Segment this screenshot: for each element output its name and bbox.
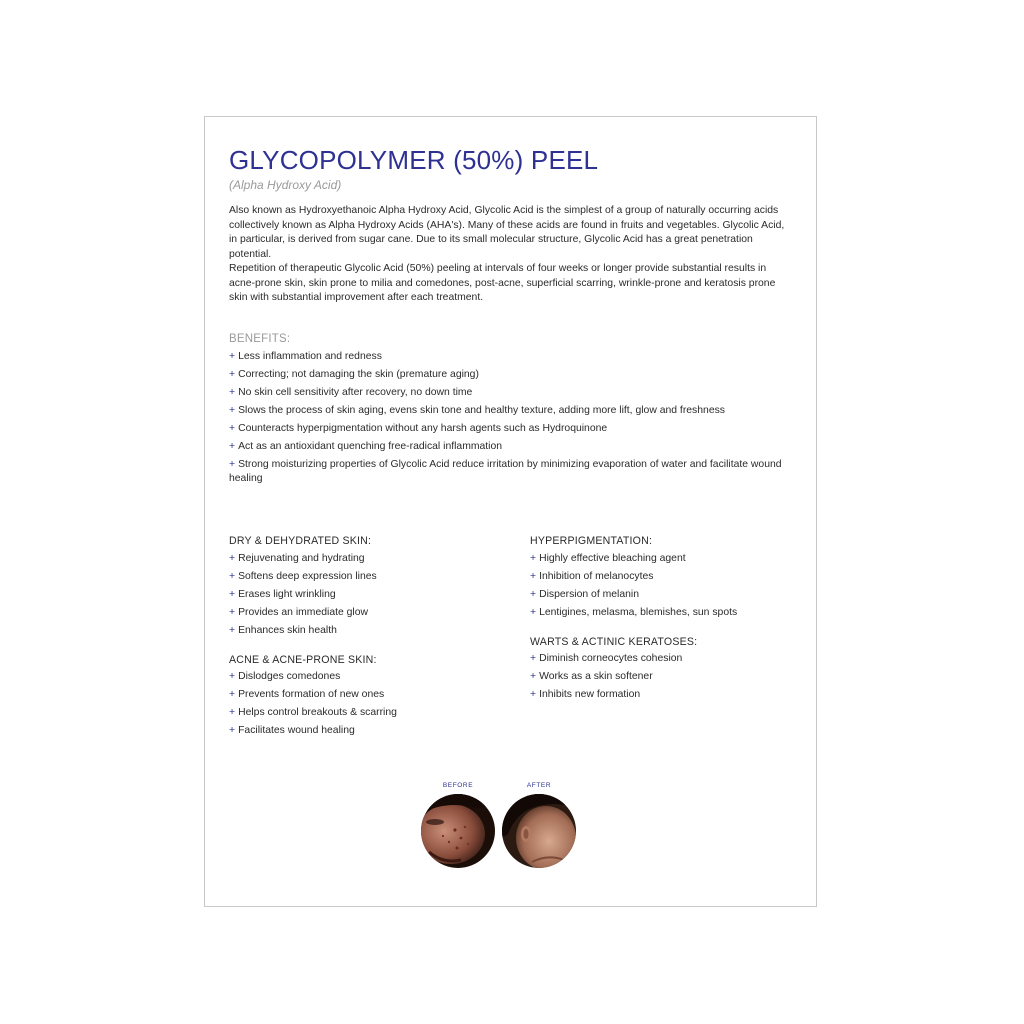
- list-item-text: Rejuvenating and hydrating: [238, 553, 365, 564]
- plus-bullet-icon: +: [229, 441, 236, 452]
- plus-bullet-icon: +: [229, 707, 236, 718]
- list-item-text: Facilitates wound healing: [238, 725, 355, 736]
- warts-list: [530, 652, 790, 706]
- list-item: [229, 440, 785, 454]
- plus-bullet-icon: +: [229, 423, 236, 434]
- list-item: [229, 588, 509, 602]
- plus-bullet-icon: +: [229, 607, 236, 618]
- plus-bullet-icon: +: [530, 589, 537, 600]
- acne-heading: ACNE & ACNE-PRONE SKIN:: [229, 654, 377, 666]
- list-item: [229, 386, 785, 400]
- list-item-text: Provides an immediate glow: [238, 607, 369, 618]
- list-item-text: Inhibition of melanocytes: [539, 571, 654, 582]
- benefits-list: [229, 350, 785, 490]
- plus-bullet-icon: +: [229, 689, 236, 700]
- list-item: [229, 458, 785, 486]
- intro-paragraph-2: Repetition of therapeutic Glycolic Acid (50%) peeling at intervals of four weeks or longer provide substantial results in acne-prone skin, skin prone to milia and comedones, post-acne, superficial scarring, wrinkle-prone and keratosis prone skin with substantial improvement after each treatment.: [229, 263, 776, 303]
- list-item-text: Softens deep expression lines: [238, 571, 377, 582]
- list-item-text: Helps control breakouts & scarring: [238, 707, 397, 718]
- list-item: [530, 670, 790, 684]
- warts-heading: WARTS & ACTINIC KERATOSES:: [530, 636, 698, 648]
- list-item: [229, 552, 509, 566]
- plus-bullet-icon: +: [530, 553, 537, 564]
- plus-bullet-icon: +: [229, 671, 236, 682]
- list-item-text: Lentigines, melasma, blemishes, sun spots: [539, 607, 738, 618]
- list-item: [229, 670, 509, 684]
- intro-text: [229, 204, 785, 306]
- plus-bullet-icon: +: [229, 387, 236, 398]
- plus-bullet-icon: +: [229, 351, 236, 362]
- before-photo: [421, 794, 495, 868]
- list-item: [530, 588, 790, 602]
- hyperpigmentation-heading: HYPERPIGMENTATION:: [530, 535, 653, 547]
- benefits-heading: BENEFITS:: [229, 333, 291, 345]
- list-item-text: Strong moisturizing properties of Glycolic Acid reduce irritation by minimizing evaporation of water and facilitate wound healing: [229, 459, 782, 484]
- list-item-text: Correcting; not damaging the skin (premature aging): [238, 369, 479, 380]
- list-item: [229, 570, 509, 584]
- list-item: [229, 368, 785, 382]
- plus-bullet-icon: +: [530, 607, 537, 618]
- list-item-text: Works as a skin softener: [539, 671, 653, 682]
- dry-skin-list: [229, 552, 509, 642]
- list-item-text: Inhibits new formation: [539, 689, 641, 700]
- plus-bullet-icon: +: [229, 725, 236, 736]
- list-item-text: No skin cell sensitivity after recovery, no down time: [238, 387, 473, 398]
- acne-list: [229, 670, 509, 742]
- page-subtitle: (Alpha Hydroxy Acid): [229, 178, 342, 192]
- plus-bullet-icon: +: [229, 589, 236, 600]
- list-item: [530, 570, 790, 584]
- list-item-text: Enhances skin health: [238, 625, 337, 636]
- after-face-image: [502, 794, 576, 868]
- list-item-text: Less inflammation and redness: [238, 351, 382, 362]
- list-item-text: Dislodges comedones: [238, 671, 341, 682]
- list-item-text: Prevents formation of new ones: [238, 689, 385, 700]
- list-item-text: Dispersion of melanin: [539, 589, 639, 600]
- plus-bullet-icon: +: [229, 625, 236, 636]
- plus-bullet-icon: +: [530, 653, 537, 664]
- after-label: AFTER: [526, 782, 552, 789]
- plus-bullet-icon: +: [229, 369, 236, 380]
- list-item-text: Act as an antioxidant quenching free-radical inflammation: [238, 441, 503, 452]
- after-photo: [502, 794, 576, 868]
- list-item: [530, 652, 790, 666]
- plus-bullet-icon: +: [229, 459, 236, 470]
- list-item: [229, 606, 509, 620]
- list-item: [530, 552, 790, 566]
- before-face-image: [421, 794, 495, 868]
- list-item: [229, 724, 509, 738]
- plus-bullet-icon: +: [530, 689, 537, 700]
- hyperpigmentation-list: [530, 552, 790, 624]
- intro-paragraph-1: Also known as Hydroxyethanoic Alpha Hydroxy Acid, Glycolic Acid is the simplest of a group of naturally occurring acids collectively known as Alpha Hydroxy Acids (AHA's). Many of these acids are found in fruits and vegetables. Glycolic Acid, in particular, is derived from sugar cane. Due to its small molecular structure, Glycolic Acid has a great penetration potential.: [229, 205, 785, 260]
- list-item: [229, 706, 509, 720]
- plus-bullet-icon: +: [530, 671, 537, 682]
- list-item: [229, 688, 509, 702]
- list-item: [229, 350, 785, 364]
- list-item: [229, 422, 785, 436]
- list-item-text: Slows the process of skin aging, evens skin tone and healthy texture, adding more lift, glow and freshness: [238, 405, 725, 416]
- plus-bullet-icon: +: [530, 571, 537, 582]
- dry-skin-heading: DRY & DEHYDRATED SKIN:: [229, 535, 372, 547]
- plus-bullet-icon: +: [229, 571, 236, 582]
- list-item-text: Diminish corneocytes cohesion: [539, 653, 683, 664]
- list-item: [229, 404, 785, 418]
- list-item: [229, 624, 509, 638]
- plus-bullet-icon: +: [229, 553, 236, 564]
- before-label: BEFORE: [442, 782, 474, 789]
- list-item: [530, 688, 790, 702]
- list-item-text: Counteracts hyperpigmentation without any harsh agents such as Hydroquinone: [238, 423, 608, 434]
- list-item-text: Highly effective bleaching agent: [539, 553, 686, 564]
- list-item-text: Erases light wrinkling: [238, 589, 336, 600]
- plus-bullet-icon: +: [229, 405, 236, 416]
- page-title: GLYCOPOLYMER (50%) PEEL: [229, 145, 599, 175]
- list-item: [530, 606, 790, 620]
